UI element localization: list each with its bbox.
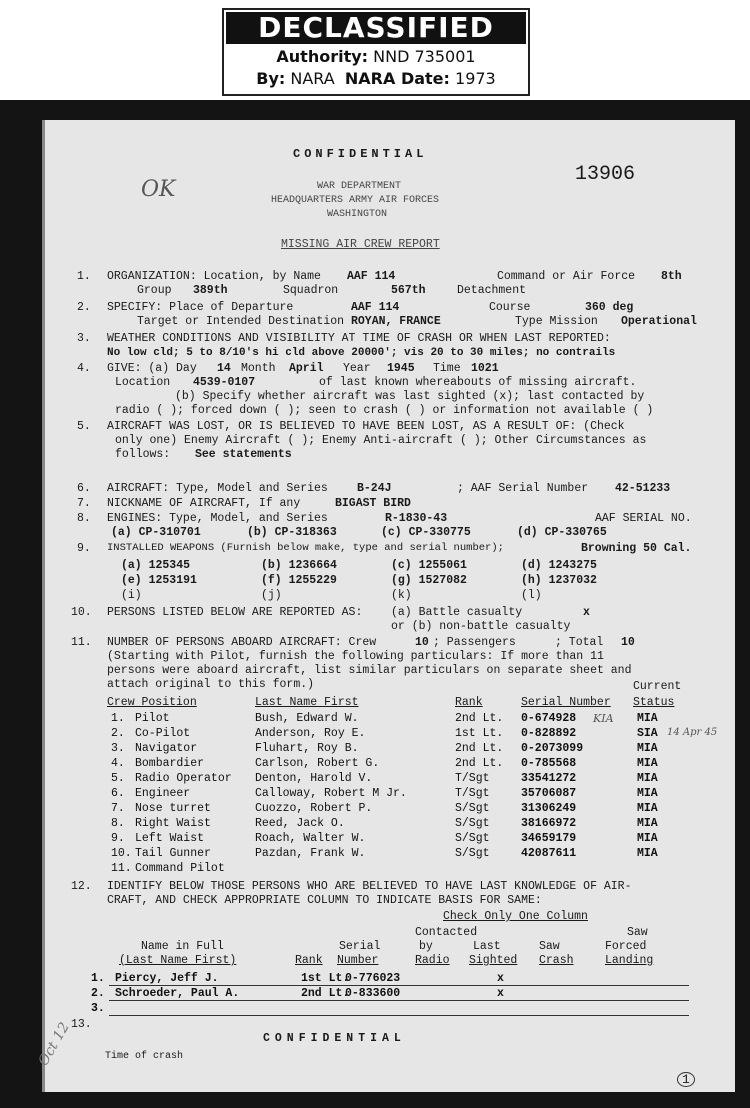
witness-rank: 1st Lt. xyxy=(301,972,350,985)
weapon-c: (c) 1255061 xyxy=(391,559,467,572)
crew-number: 7. xyxy=(111,802,125,815)
q7-label: NICKNAME OF AIRCRAFT, If any xyxy=(107,497,301,510)
witness-number: 1. xyxy=(91,972,105,985)
q4-label: GIVE: (a) Day xyxy=(107,362,197,375)
engine-c: (c) CP-330775 xyxy=(381,526,471,539)
q7-nickname: BIGAST BIRD xyxy=(335,497,411,510)
q12-h-landing: Landing xyxy=(605,954,654,967)
q5-value: See statements xyxy=(195,448,292,461)
crew-status: MIA xyxy=(637,832,658,845)
crew-position: Left Waist xyxy=(135,832,205,845)
q1-command-label: Command or Air Force xyxy=(497,270,636,283)
q12-h-saw-crash: Saw xyxy=(539,940,560,953)
crew-number: 11. xyxy=(111,862,132,875)
q12-h-serial-2: Number xyxy=(337,954,379,967)
crew-name: Fluhart, Roy B. xyxy=(255,742,359,755)
confidential-footer: CONFIDENTIAL xyxy=(263,1032,406,1045)
crew-status: MIA xyxy=(637,802,658,815)
weapon-e: (e) 1253191 xyxy=(121,574,197,587)
witness-row-rule xyxy=(109,1015,689,1016)
q3-label: WEATHER CONDITIONS AND VISIBILITY AT TIME OF CRASH OR WHEN LAST REPORTED: xyxy=(107,332,611,345)
q5-line1: AIRCRAFT WAS LOST, OR IS BELIEVED TO HAVE BEEN LOST, AS A RESULT OF: (Check xyxy=(107,420,625,433)
q3-weather: No low cld; 5 to 8/10's hi cld above 20000'; vis 20 to 30 miles; no contrails xyxy=(107,347,616,359)
crew-serial: 42087611 xyxy=(521,847,577,860)
crew-name: Denton, Harold V. xyxy=(255,772,373,785)
crew-header-rank: Rank xyxy=(455,696,483,709)
q4-c: radio ( ); forced down ( ); seen to crash ( ) or information not available ( ) xyxy=(115,404,654,417)
q5-line3: follows: xyxy=(115,448,171,461)
weapon-d: (d) 1243275 xyxy=(521,559,597,572)
witness-number: 3. xyxy=(91,1002,105,1015)
crew-name: Calloway, Robert M Jr. xyxy=(255,787,407,800)
q8-label: ENGINES: Type, Model, and Series xyxy=(107,512,328,525)
handwritten-margin-date: Oct 12 xyxy=(35,1019,73,1069)
q2-number: 2. xyxy=(77,301,91,314)
crew-serial: 38166972 xyxy=(521,817,577,830)
q1-group-label: Group xyxy=(137,284,172,297)
q4-time: 1021 xyxy=(471,362,499,375)
document-number: 13906 xyxy=(575,163,636,186)
war-department: WAR DEPARTMENT xyxy=(317,181,402,192)
crew-position: Engineer xyxy=(135,787,191,800)
q2-course-label: Course xyxy=(489,301,531,314)
q12-h-serial-1: Serial xyxy=(339,940,381,953)
q4-location: 4539-0107 xyxy=(193,376,256,389)
q1-group: 389th xyxy=(193,284,228,297)
q2-course: 360 deg xyxy=(585,301,634,314)
crew-rank: 2nd Lt. xyxy=(455,742,504,755)
witness-name: Schroeder, Paul A. xyxy=(115,987,240,1000)
q8-number: 8. xyxy=(77,512,91,525)
q1-detachment-label: Detachment xyxy=(457,284,527,297)
crew-rank: S/Sgt xyxy=(455,832,490,845)
q11-crew: 10 xyxy=(415,636,429,649)
q8-serial-label: AAF SERIAL NO. xyxy=(595,512,692,525)
q12-h-crash: Crash xyxy=(539,954,574,967)
crew-position: Pilot xyxy=(135,712,170,725)
q12-h-name-2: (Last Name First) xyxy=(119,954,237,967)
crew-number: 8. xyxy=(111,817,125,830)
crew-status: MIA xyxy=(637,847,658,860)
q1-label: ORGANIZATION: Location, by Name xyxy=(107,270,321,283)
q4-location-label: Location xyxy=(115,376,171,389)
crew-number: 6. xyxy=(111,787,125,800)
engine-b: (b) CP-318363 xyxy=(247,526,337,539)
witness-number: 2. xyxy=(91,987,105,1000)
q1-squadron: 567th xyxy=(391,284,426,297)
q12-check-only-one: Check Only One Column xyxy=(443,910,588,923)
witness-rank: 2nd Lt. xyxy=(301,987,350,1000)
q6-serial-label: ; AAF Serial Number xyxy=(457,482,589,495)
crew-rank: S/Sgt xyxy=(455,802,490,815)
crew-position: Right Waist xyxy=(135,817,211,830)
witness-name: Piercy, Jeff J. xyxy=(115,972,219,985)
q4-number: 4. xyxy=(77,362,91,375)
crew-position: Nose turret xyxy=(135,802,211,815)
crew-number: 5. xyxy=(111,772,125,785)
crew-name: Carlson, Robert G. xyxy=(255,757,380,770)
q12-h-last-2: Sighted xyxy=(469,954,518,967)
crew-name: Cuozzo, Robert P. xyxy=(255,802,373,815)
q10-label: PERSONS LISTED BELOW ARE REPORTED AS: xyxy=(107,606,363,619)
crew-position: Tail Gunner xyxy=(135,847,211,860)
q12-h-saw-forced: Saw xyxy=(627,926,648,939)
q12-h-last-1: Last xyxy=(473,940,501,953)
weapon-j: (j) xyxy=(261,589,282,602)
q6-number: 6. xyxy=(77,482,91,495)
q12-h-contacted-2: by xyxy=(419,940,433,953)
crew-rank: S/Sgt xyxy=(455,817,490,830)
crew-status: MIA xyxy=(637,817,658,830)
crew-position: Radio Operator xyxy=(135,772,232,785)
q6-label: AIRCRAFT: Type, Model and Series xyxy=(107,482,328,495)
engine-a: (a) CP-310701 xyxy=(111,526,201,539)
crew-status: MIA xyxy=(637,757,658,770)
crew-position: Bombardier xyxy=(135,757,205,770)
q9-number: 9. xyxy=(77,542,91,555)
q1-location: AAF 114 xyxy=(347,270,396,283)
q11-total-label: ; Total xyxy=(555,636,604,649)
crew-status: MIA xyxy=(637,772,658,785)
q12-h-name-1: Name in Full xyxy=(141,940,224,953)
q3-number: 3. xyxy=(77,332,91,345)
crew-header-position: Crew Position xyxy=(107,696,197,709)
ok-handwritten: OK xyxy=(141,177,176,202)
crew-name: Reed, Jack O. xyxy=(255,817,345,830)
q13-number: 13. xyxy=(71,1018,92,1031)
q12-number: 12. xyxy=(71,880,92,893)
q4-year: 1945 xyxy=(387,362,415,375)
q5-number: 5. xyxy=(77,420,91,433)
crew-position: Navigator xyxy=(135,742,198,755)
q12-h-contacted-3: Radio xyxy=(415,954,450,967)
weapon-g: (g) 1527082 xyxy=(391,574,467,587)
q11-number: 11. xyxy=(71,636,92,649)
crew-rank: T/Sgt xyxy=(455,787,490,800)
q9-weapon-type: Browning 50 Cal. xyxy=(581,542,692,555)
q2-target: ROYAN, FRANCE xyxy=(351,315,441,328)
weapon-a: (a) 125345 xyxy=(121,559,191,572)
q7-number: 7. xyxy=(77,497,91,510)
q11-instructions-2: persons were aboard aircraft, list similar particulars on separate sheet and xyxy=(107,664,632,677)
witness-serial: 0-833600 xyxy=(345,987,401,1000)
crew-rank: 2nd Lt. xyxy=(455,712,504,725)
crew-position: Co-Pilot xyxy=(135,727,191,740)
crew-header-status-2: Status xyxy=(633,696,675,709)
weapon-i: (i) xyxy=(121,589,142,602)
crew-rank: 2nd Lt. xyxy=(455,757,504,770)
crew-header-serial: Serial Number xyxy=(521,696,611,709)
crew-status: MIA xyxy=(637,787,658,800)
crew-header-name: Last Name First xyxy=(255,696,359,709)
stamp-title: DECLASSIFIED xyxy=(226,12,526,44)
crew-rank: T/Sgt xyxy=(455,772,490,785)
crew-number: 9. xyxy=(111,832,125,845)
crew-number: 3. xyxy=(111,742,125,755)
hq-army-air-forces: HEADQUARTERS ARMY AIR FORCES xyxy=(271,195,440,206)
crew-serial: 35706087 xyxy=(521,787,577,800)
q11-label: NUMBER OF PERSONS ABOARD AIRCRAFT: Crew xyxy=(107,636,377,649)
q6-type: B-24J xyxy=(357,482,392,495)
crew-number: 4. xyxy=(111,757,125,770)
crew-name: Anderson, Roy E. xyxy=(255,727,366,740)
q12-line2: CRAFT, AND CHECK APPROPRIATE COLUMN TO INDICATE BASIS FOR SAME: xyxy=(107,894,542,907)
report-title: MISSING AIR CREW REPORT xyxy=(281,238,440,251)
q11-instructions-3: attach original to this form.) xyxy=(107,678,315,691)
q2-type: Operational xyxy=(621,315,697,328)
q6-serial: 42-51233 xyxy=(615,482,671,495)
q2-target-label: Target or Intended Destination xyxy=(137,315,345,328)
crew-serial: 0-2073099 xyxy=(521,742,584,755)
q4-time-label: Time xyxy=(433,362,461,375)
crew-number: 1. xyxy=(111,712,125,725)
footer-text: Time of crash xyxy=(105,1051,184,1062)
missing-air-crew-report xyxy=(35,120,735,1092)
q4-b: (b) Specify whether aircraft was last sighted (x); last contacted by xyxy=(175,390,645,403)
q4-location-tail: of last known whereabouts of missing aircraft. xyxy=(319,376,637,389)
witness-last-sighted-mark: x xyxy=(497,987,504,1000)
q11-instructions-1: (Starting with Pilot, furnish the following particulars: If more than 11 xyxy=(107,650,604,663)
crew-serial: 33541272 xyxy=(521,772,577,785)
q10-number: 10. xyxy=(71,606,92,619)
engine-d: (d) CP-330765 xyxy=(517,526,607,539)
crew-number: 10. xyxy=(111,847,132,860)
q1-command: 8th xyxy=(661,270,682,283)
crew-serial: 0-674928 xyxy=(521,712,577,725)
page-number: 1 xyxy=(677,1072,695,1087)
weapon-k: (k) xyxy=(391,589,412,602)
crew-header-status-1: Current xyxy=(633,680,682,693)
weapon-l: (l) xyxy=(521,589,542,602)
q2-label: SPECIFY: Place of Departure xyxy=(107,301,294,314)
crew-serial: 31306249 xyxy=(521,802,577,815)
handwritten-date: 14 Apr 45 xyxy=(667,727,718,738)
stamp-authority: Authority: NND 735001 xyxy=(276,47,476,66)
crew-status: SIA xyxy=(637,727,658,740)
crew-serial: 0-828892 xyxy=(521,727,577,740)
q1-squadron-label: Squadron xyxy=(283,284,339,297)
crew-status: MIA xyxy=(637,712,658,725)
q11-total: 10 xyxy=(621,636,635,649)
q12-line1: IDENTIFY BELOW THOSE PERSONS WHO ARE BELIEVED TO HAVE LAST KNOWLEDGE OF AIR- xyxy=(107,880,632,893)
stamp-by: By: NARA NARA Date: 1973 xyxy=(256,69,496,88)
handwritten-kia: KIA xyxy=(593,712,614,725)
crew-number: 2. xyxy=(111,727,125,740)
q5-line2: only one) Enemy Aircraft ( ); Enemy Anti-aircraft ( ); Other Circumstances as xyxy=(115,434,647,447)
crew-position: Command Pilot xyxy=(135,862,225,875)
crew-serial: 34659179 xyxy=(521,832,577,845)
witness-last-sighted-mark: x xyxy=(497,972,504,985)
q4-month-label: Month xyxy=(241,362,276,375)
crew-rank: 1st Lt. xyxy=(455,727,504,740)
q10-a: (a) Battle casualty xyxy=(391,606,523,619)
crew-serial: 0-785568 xyxy=(521,757,577,770)
weapon-h: (h) 1237032 xyxy=(521,574,597,587)
q11-passengers-label: ; Passengers xyxy=(433,636,516,649)
declassified-stamp xyxy=(222,8,530,96)
q12-h-contacted-1: Contacted xyxy=(415,926,478,939)
crew-name: Bush, Edward W. xyxy=(255,712,359,725)
crew-status: MIA xyxy=(637,742,658,755)
q12-h-forced: Forced xyxy=(605,940,647,953)
witness-row-rule xyxy=(109,1000,689,1001)
q4-month: April xyxy=(289,362,324,375)
q4-year-label: Year xyxy=(343,362,371,375)
confidential-header: CONFIDENTIAL xyxy=(293,147,428,161)
q12-h-rank: Rank xyxy=(295,954,323,967)
witness-row-rule xyxy=(109,985,689,986)
weapon-f: (f) 1255229 xyxy=(261,574,337,587)
q2-type-label: Type Mission xyxy=(515,315,598,328)
q2-place: AAF 114 xyxy=(351,301,400,314)
q10-a-mark: x xyxy=(583,606,590,619)
weapon-b: (b) 1236664 xyxy=(261,559,337,572)
witness-serial: 0-776023 xyxy=(345,972,401,985)
crew-rank: S/Sgt xyxy=(455,847,490,860)
q9-label: INSTALLED WEAPONS (Furnish below make, type and serial number); xyxy=(107,542,504,554)
crew-name: Roach, Walter W. xyxy=(255,832,366,845)
crew-name: Pazdan, Frank W. xyxy=(255,847,366,860)
q4-day: 14 xyxy=(217,362,231,375)
q8-model: R-1830-43 xyxy=(385,512,448,525)
q10-b: or (b) non-battle casualty xyxy=(391,620,571,633)
washington: WASHINGTON xyxy=(327,209,388,220)
q1-number: 1. xyxy=(77,270,91,283)
